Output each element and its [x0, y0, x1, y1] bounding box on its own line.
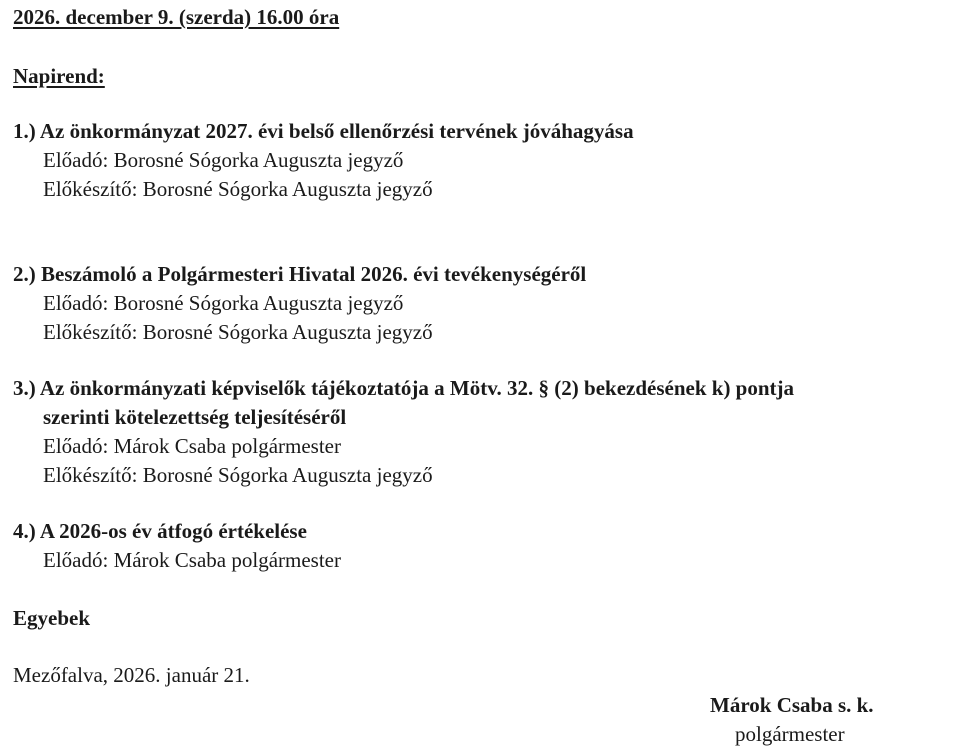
place-and-date: Mezőfalva, 2026. január 21. — [13, 663, 250, 687]
agenda-item-3-presenter: Előadó: Márok Csaba polgármester — [43, 434, 341, 458]
agenda-item-2-presenter: Előadó: Borosné Sógorka Auguszta jegyző — [43, 291, 404, 315]
meeting-datetime: 2026. december 9. (szerda) 16.00 óra — [13, 5, 340, 29]
agenda-item-3-title: 3.) Az önkormányzati képviselők tájékoztatója a Mötv. 32. § (2) bekezdésének k) pontja — [13, 376, 795, 400]
signature-role: polgármester — [735, 722, 845, 746]
agenda-item-3-preparer: Előkészítő: Borosné Sógorka Auguszta jegyző — [43, 463, 433, 487]
agenda-item-4-title: 4.) A 2026-os év átfogó értékelése — [13, 519, 307, 543]
agenda-item-4-presenter: Előadó: Márok Csaba polgármester — [43, 548, 341, 572]
agenda-heading: Napirend: — [13, 64, 105, 88]
agenda-item-1-presenter: Előadó: Borosné Sógorka Auguszta jegyző — [43, 148, 404, 172]
agenda-item-1-preparer: Előkészítő: Borosné Sógorka Auguszta jegyző — [43, 177, 433, 201]
signature-name: Márok Csaba s. k. — [710, 693, 874, 717]
agenda-item-2-preparer: Előkészítő: Borosné Sógorka Auguszta jegyző — [43, 320, 433, 344]
agenda-item-3-title-continued: szerinti kötelezettség teljesítéséről — [43, 405, 347, 429]
agenda-item-1-title: 1.) Az önkormányzat 2027. évi belső ellenőrzési tervének jóváhagyása — [13, 119, 634, 143]
other-items-heading: Egyebek — [13, 606, 91, 630]
agenda-item-2-title: 2.) Beszámoló a Polgármesteri Hivatal 2026. évi tevékenységéről — [13, 262, 587, 286]
